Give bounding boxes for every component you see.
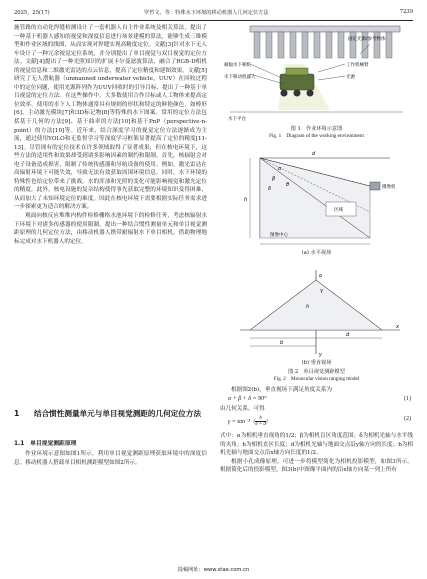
fig2a-label-beta: β [272, 176, 276, 182]
fig1-caption-en: Fig. 1 Diagram of the working environment [269, 133, 364, 139]
equation-1-number: (1) [404, 396, 411, 402]
section-title: 结合惯性测量单元与单目视觉测距的几何定位方法 [34, 409, 202, 418]
section-number: 1 [14, 409, 20, 418]
figure-2b-caption: (b) 垂直视场 [301, 360, 332, 366]
figure-2b-vertical-view [220, 260, 413, 360]
fig2a-label-center: 图像中心 [270, 233, 288, 238]
equation-1 [220, 396, 413, 402]
figure-1-caption [220, 126, 413, 140]
header-page: 7239 [399, 9, 413, 15]
equation-1-body: α + β + δ = 90° [228, 396, 267, 402]
fig1-label-fixed-light: 固定光源/参考物体 [348, 37, 386, 42]
paragraph: 式中：α为相机垂直视角的1/2；β为相机盲区角度范围；δ为相机光轴与水平线的夹角；h为相机直区长度；d为相机光轴与地面交点沿y轴方向的长度；b为相机光轴与地面交点沿x轴方向长度的1/2。 [220, 433, 413, 457]
fig2a-label-theta: θ [286, 182, 290, 188]
paragraph: 施管路的自动化焊缝检测设计了一套机器人自主作业系统及相关算法，提出了一种基于机器人感知的视觉和深度信息进行场景建模的算法，能够生成三维模型和作业区域的线图，从而实现对焊缝实现高精度定位。文献[3]针对水下无人车设计了一种冗余视觉定位系统，并分别提出了单目视觉与双目视觉的定位方法。文献[4]提出了一种光照知识的扩展卡尔曼滤波算法，融合了RGB-D相机的视觉信息和二维激光雷达的点云信息，提高了定位精度和建图效果。文献[5]研究了无人潜航器（unmanned underwater vehicle，UUV）在回收过程中的定位问题，使用光源阵列作为UUV回收时的引导目标，提出了一种基于单目视觉的定位方法。在这些操作中，大多数使用合作目标或人工物体来提高定位效率。使用的水下人工物体通常具有规则的形状和特定的鲜艳颜色，如棒形[6]、主动激光模块[7]和3D标记物[8]等特殊的水下图案。常用的定位方法包括基于几何的方法[9]、基于曲率的方法[10]和基于PnP（perspective-n-point）的方法[10]等。近年来，结合深度学习的视觉定位方法逐渐成为主流，通过使用YOLO和无监督学习等深度学习框架显著提高了定位的精度[11-13]。尽管现有的定位技术在许多领域取得了显著成果，但在核电环境下，这些方法的适用性和效果却受到诸多影响因素的制约和限制。首先，核辐射会对电子设备造成损害，限制了传统传感器和导航设备的使用。例如，激光雷达在高辐射环境下可能失效，导致无法有效获取周围环境信息。同时，水下环境的特殊性也给定位带来了挑战，水的浑浊和光照的变化可能影响视觉和激光定位的精度。此外，核电设施的复杂结构使得事先获取完整的环境知识变得困难，从而加大了未知环境定位的难度。因此在核电环境下需要根据实际任务需求进一步探索更为适合的解决方案。 [14, 25, 207, 211]
fig2b-label-x: x [396, 324, 399, 330]
fig2a-label-alpha: α [278, 166, 282, 172]
right-column-body-2 [220, 405, 413, 414]
header-title: 罗哲文，等：特殊水下环境的移动机器人几何定位方法 [144, 10, 269, 16]
subsection-heading: 1.1 单目视觉测距原理 [14, 441, 77, 447]
paragraph: 根据图2(b)，垂直视场下满足角度关系为 [231, 387, 333, 393]
fig2a-label-h: h [244, 197, 248, 203]
equation-2-body: γ = tan⁻¹ [228, 418, 251, 425]
figure-2-caption [220, 369, 413, 383]
page-footer: 投稿网址：www.stae.com.cn [177, 567, 250, 573]
paragraph: 根据小孔成像原理，可进一步将模型简化为相机投影模型，如图3所示。根据简化后的投影模型，图3(b)中图像平面内的沿x轴方向某一列上所有 [220, 458, 413, 474]
fig2-caption-cn: 图 2 单目视觉测距模型 [288, 369, 345, 375]
right-column-body-3 [220, 432, 413, 475]
right-column-body [220, 386, 413, 395]
fig2a-label-cam: 摄像机 [382, 185, 396, 190]
figure-1-illustration [220, 24, 413, 124]
paragraph: 由几何关系，可得 [220, 406, 265, 412]
header-rule [14, 20, 413, 21]
figure-2a-caption: (a) 水平视场 [301, 250, 332, 256]
equation-2 [220, 416, 413, 427]
left-column-body-2 [14, 450, 207, 467]
figure-2a-horizontal-view [220, 146, 413, 248]
fig2b-label-gamma: γ [320, 288, 323, 294]
fig2b-label-h: h [306, 304, 310, 310]
fig2b-label-b: b [280, 340, 284, 346]
fig1-label-floor: 水下平台 [228, 117, 246, 122]
fig1-label-cam: 耐辐水下相机 [224, 63, 251, 68]
paragraph: 观面向核反应堆堆内构件检修栅格水池环境下的检修任务，考虑核辐射水下环境下对诸多传感器的使用限制，提出一种结合惯性测量单元和单目视觉测距原理的几何定位方法，由移动机器人携带耐辐射水下单目相机，借助物理地标完成对水下机器人的定位。 [14, 213, 207, 245]
equation-2-fraction: ( $\frac{b}{\delta + d}$ ) [253, 416, 268, 427]
fig1-label-env: 工作机械臂 [346, 63, 369, 68]
fig2b-label-d: d [346, 332, 350, 338]
fig2b-label-y: y [319, 352, 322, 358]
fig1-caption-cn: 图 1 作业环境示意图 [290, 126, 343, 132]
fig2a-label-d: d [312, 151, 316, 157]
equation-2-number: (2) [404, 416, 411, 422]
fig1-label-robot: 水下移动机器人 [224, 75, 256, 80]
header-issue: 2025，25(17) [14, 10, 50, 16]
fig2b-label-o: o [319, 273, 323, 279]
paragraph: 作业环境示意图如图1所示。利用单目视觉测距原理获取环境中的深度信息。移动机器人搭载单目相机测距模型如图2所示。 [14, 451, 207, 466]
fig2a-label-delta: δ [268, 186, 272, 192]
fig1-label-light: 光源 [346, 75, 355, 80]
fig2a-label-zone: 区域 [334, 208, 343, 213]
left-column-body [14, 24, 207, 246]
fig2-caption-en: Fig. 2 Monocular vision ranging model [273, 376, 360, 382]
